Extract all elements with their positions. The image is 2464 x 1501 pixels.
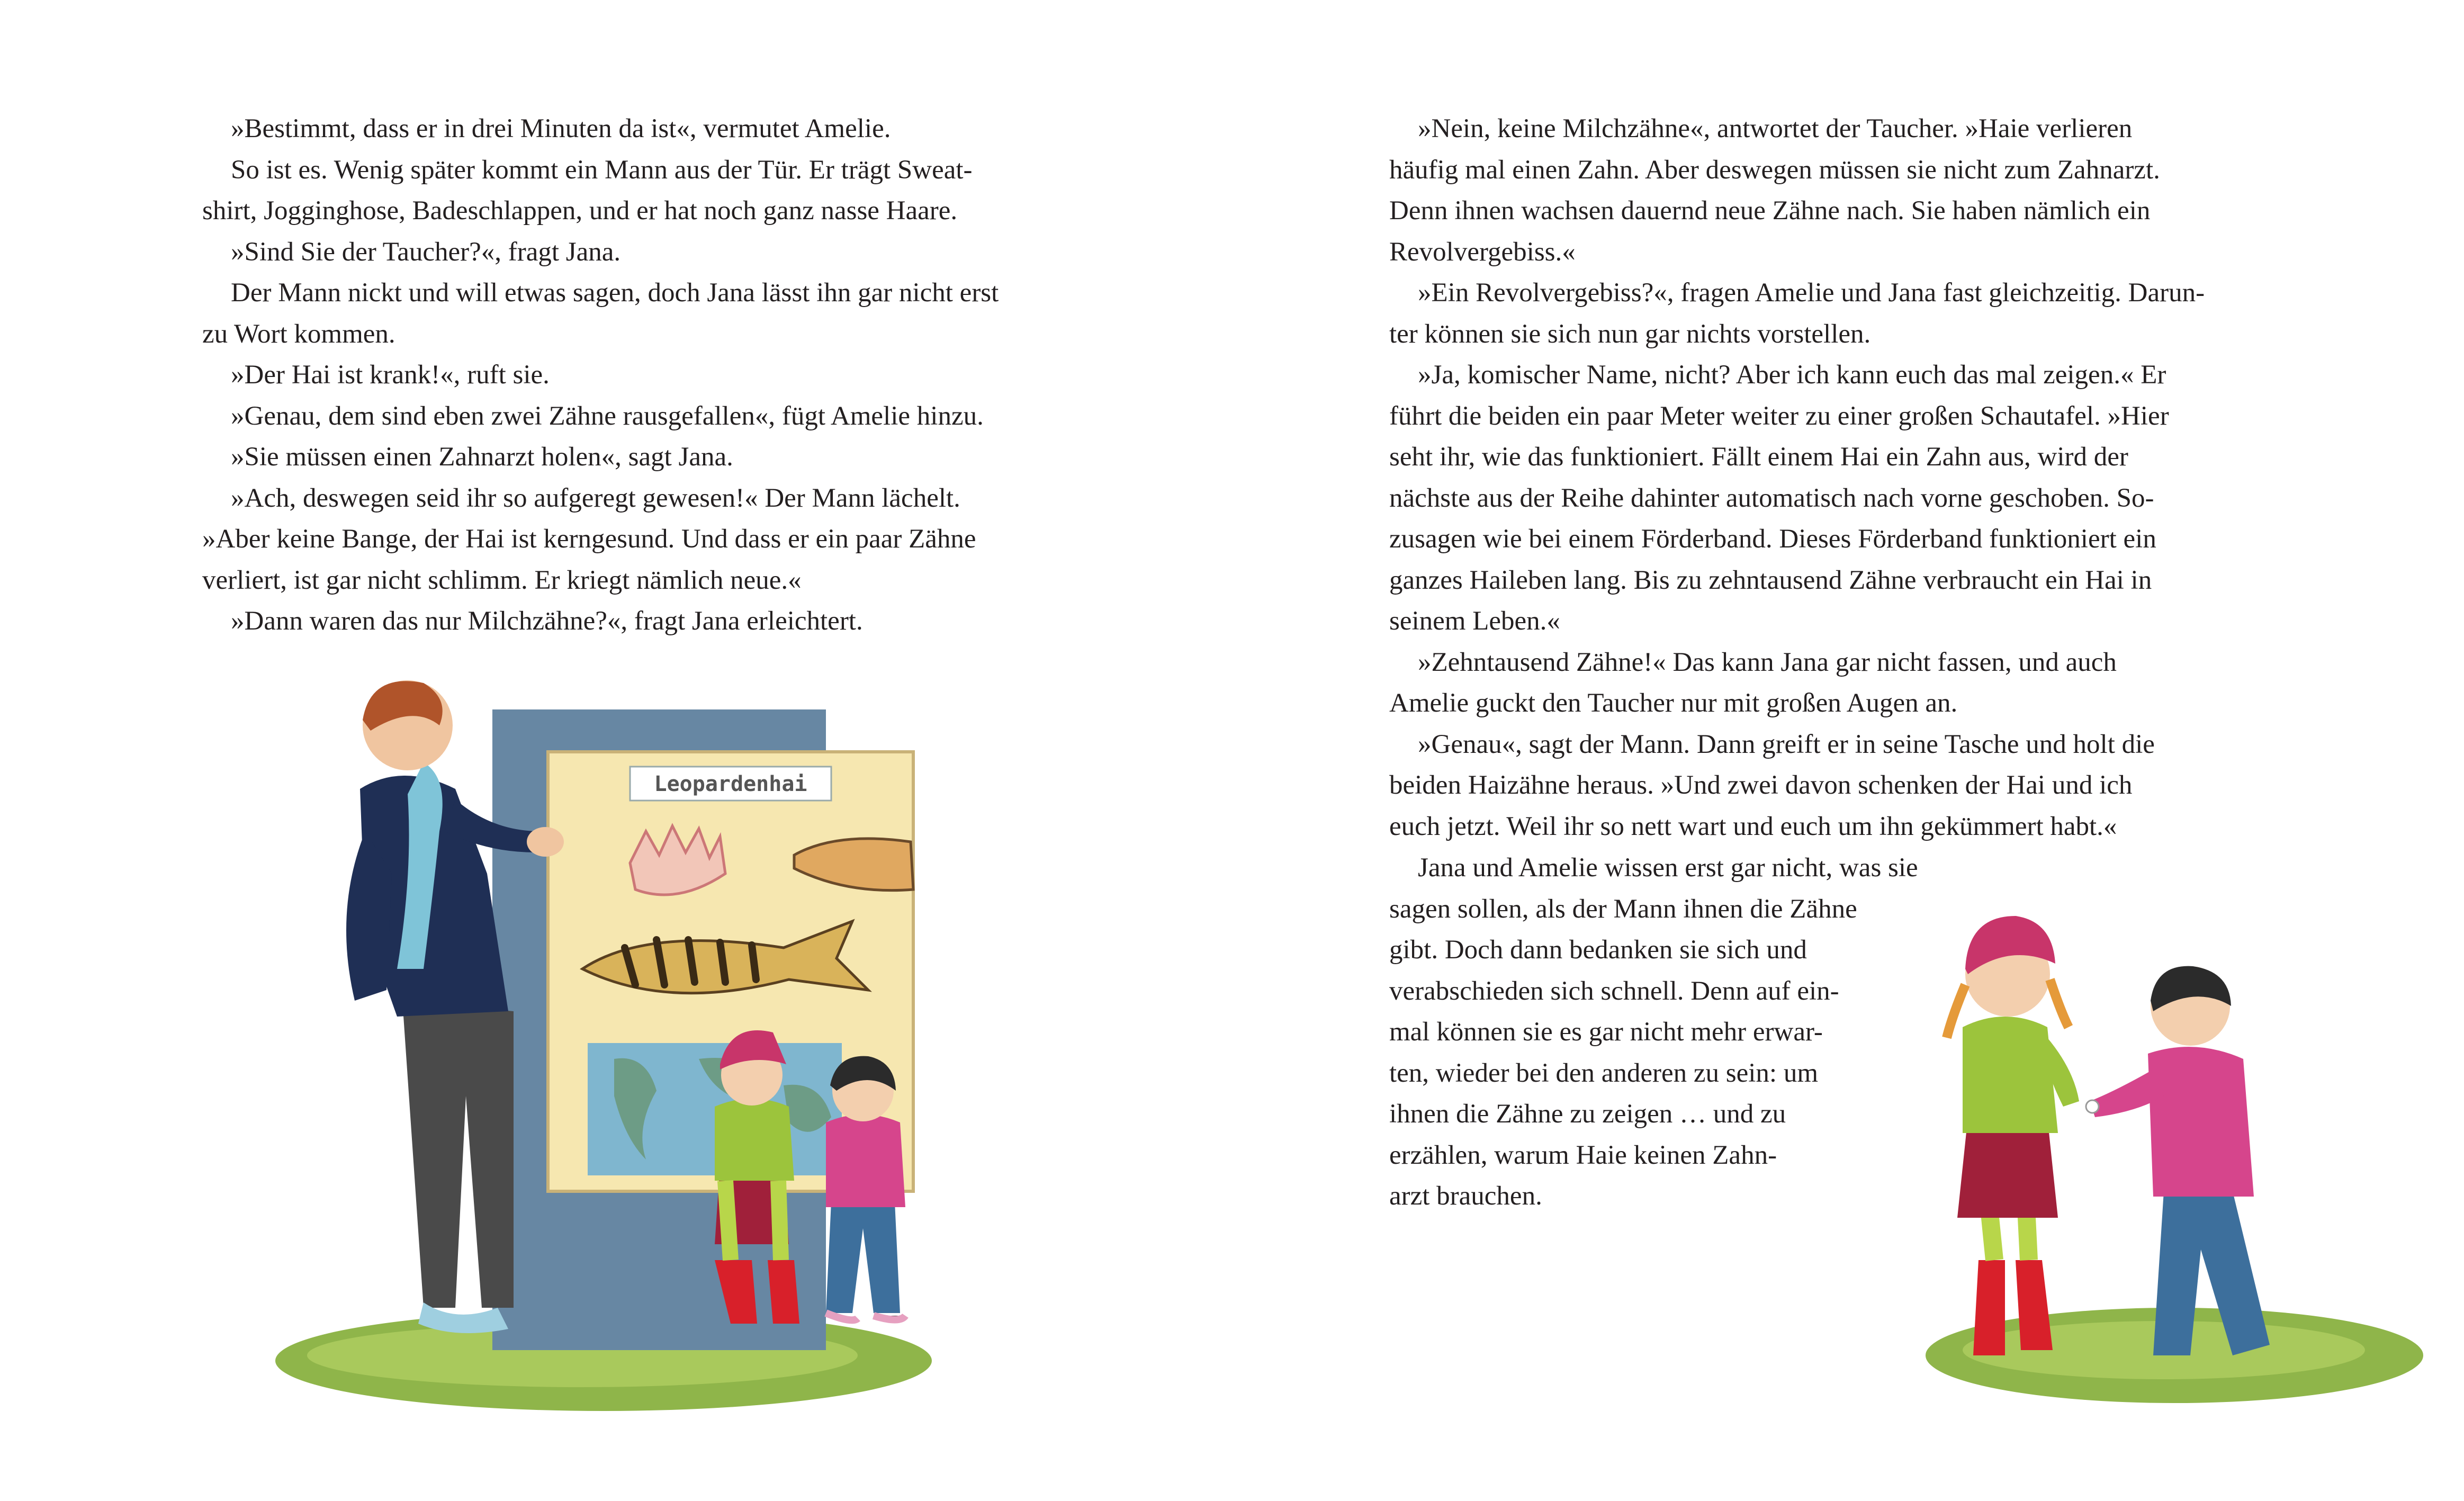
text-line: zu Wort kommen. xyxy=(202,319,395,349)
text-line: »Aber keine Bange, der Hai ist kerngesund. Und dass er ein paar Zähne xyxy=(202,524,976,554)
text-line: ten, wieder bei den anderen zu sein: um xyxy=(1389,1058,1819,1088)
illustration-man-and-girls-at-poster xyxy=(265,672,1017,1424)
text-line: »Sie müssen einen Zahnarzt holen«, sagt Jana. xyxy=(231,442,733,472)
text-line: häufig mal einen Zahn. Aber deswegen müssen sie nicht zum Zahnarzt. xyxy=(1389,155,2160,185)
text-line: Denn ihnen wachsen dauernd neue Zähne nach. Sie haben nämlich ein xyxy=(1389,196,2151,226)
girl-amelie xyxy=(1947,916,2079,1355)
text-line: verliert, ist gar nicht schlimm. Er kriegt nämlich neue.« xyxy=(202,565,802,595)
poster-label: Leopardenhai xyxy=(654,772,807,796)
text-line: »Ein Revolvergebiss?«, fragen Amelie und Jana fast gleichzeitig. Darun- xyxy=(1418,278,2205,308)
right-page-wrapped-text xyxy=(1389,848,1972,1217)
text-line: zusagen wie bei einem Förderband. Dieses Förderband funktioniert ein xyxy=(1389,524,2156,554)
text-line: »Genau, dem sind eben zwei Zähne rausgefallen«, fügt Amelie hinzu. xyxy=(231,401,984,431)
text-line: arzt brauchen. xyxy=(1389,1181,1542,1211)
text-line: »Der Hai ist krank!«, ruft sie. xyxy=(231,360,550,390)
text-line: Revolvergebiss.« xyxy=(1389,237,1576,267)
text-line: verabschieden sich schnell. Denn auf ein- xyxy=(1389,976,1839,1006)
text-line: So ist es. Wenig später kommt ein Mann aus der Tür. Er trägt Sweat- xyxy=(231,155,973,185)
text-line: führt die beiden ein paar Meter weiter zu einer großen Schautafel. »Hier xyxy=(1389,401,2169,431)
text-line: »Sind Sie der Taucher?«, fragt Jana. xyxy=(231,237,621,267)
text-line: ganzes Haileben lang. Bis zu zehntausend Zähne verbraucht ein Hai in xyxy=(1389,565,2152,595)
text-line: »Ja, komischer Name, nicht? Aber ich kann euch das mal zeigen.« Er xyxy=(1418,360,2166,390)
text-line: euch jetzt. Weil ihr so nett wart und euch um ihn gekümmert habt.« xyxy=(1389,811,2117,841)
text-line: nächste aus der Reihe dahinter automatisch nach vorne geschoben. So- xyxy=(1389,483,2154,513)
left-page-text xyxy=(202,109,1102,642)
text-line: gibt. Doch dann bedanken sie sich und xyxy=(1389,935,1807,965)
text-line: Jana und Amelie wissen erst gar nicht, was sie xyxy=(1418,853,1918,883)
text-line: seht ihr, wie das funktioniert. Fällt einem Hai ein Zahn aus, wird der xyxy=(1389,442,2128,472)
right-page-text xyxy=(1389,109,2289,847)
text-line: sagen sollen, als der Mann ihnen die Zähne xyxy=(1389,894,1857,924)
text-line: erzählen, warum Haie keinen Zahn- xyxy=(1389,1140,1777,1170)
text-line: ihnen die Zähne zu zeigen … und zu xyxy=(1389,1099,1786,1129)
text-line: Amelie guckt den Taucher nur mit großen Augen an. xyxy=(1389,688,1958,718)
text-line: mal können sie es gar nicht mehr erwar- xyxy=(1389,1017,1823,1047)
text-line: shirt, Jogginghose, Badeschlappen, und er hat noch ganz nasse Haare. xyxy=(202,196,958,226)
girl-jana xyxy=(2086,966,2270,1355)
text-line: »Dann waren das nur Milchzähne?«, fragt Jana erleichtert. xyxy=(231,606,863,636)
text-line: ter können sie sich nun gar nichts vorstellen. xyxy=(1389,319,1871,349)
illustration-girls-with-teeth xyxy=(1915,879,2434,1419)
text-line: »Genau«, sagt der Mann. Dann greift er in seine Tasche und holt die xyxy=(1418,729,2155,759)
text-line: beiden Haizähne heraus. »Und zwei davon schenken der Hai und ich xyxy=(1389,770,2133,800)
text-line: »Nein, keine Milchzähne«, antwortet der Taucher. »Haie verlieren xyxy=(1418,114,2133,143)
text-line: »Bestimmt, dass er in drei Minuten da ist«, vermutet Amelie. xyxy=(231,114,891,143)
text-line: Der Mann nickt und will etwas sagen, doch Jana lässt ihn gar nicht erst xyxy=(231,278,999,308)
text-line: »Zehntausend Zähne!« Das kann Jana gar nicht fassen, und auch xyxy=(1418,647,2117,677)
right-page xyxy=(1232,0,2464,1501)
text-line: »Ach, deswegen seid ihr so aufgeregt gewesen!« Der Mann lächelt. xyxy=(231,483,960,513)
text-line: seinem Leben.« xyxy=(1389,606,1560,636)
